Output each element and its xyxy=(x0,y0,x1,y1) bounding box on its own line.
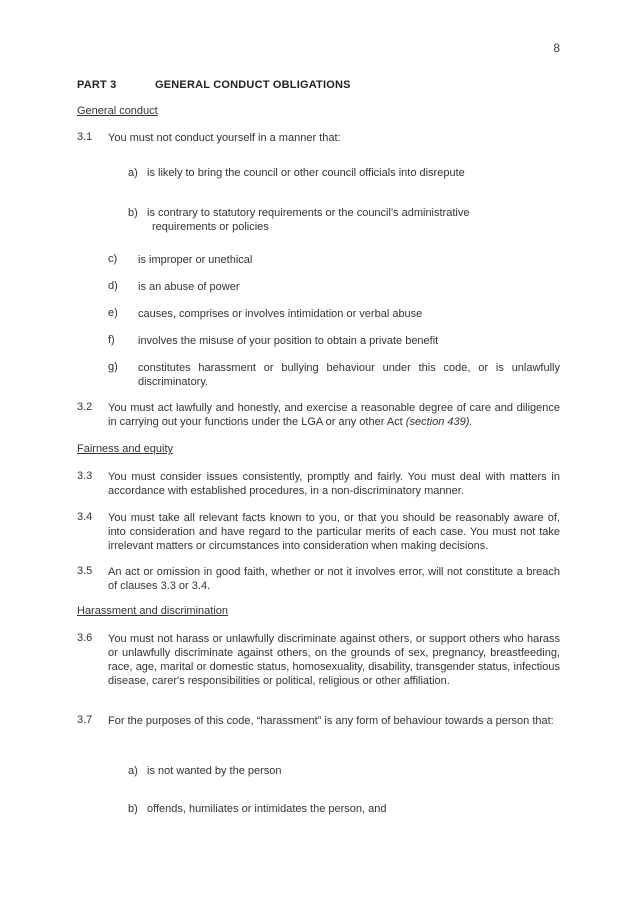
list-item-text: is likely to bring the council or other council officials into disrepute xyxy=(147,167,465,179)
list-item-label-3-1-f: f) xyxy=(108,334,115,346)
list-item-text-3-1-e: causes, comprises or involves intimidation or verbal abuse xyxy=(138,308,423,320)
part-title: GENERAL CONDUCT OBLIGATIONS xyxy=(155,79,351,91)
section-heading-fairness: Fairness and equity xyxy=(77,443,173,455)
list-item-label: b) xyxy=(128,207,138,219)
clause-text-3-2: You must act lawfully and honestly, and exercise a reasonable degree of care and diligence in carrying out your functions under the LGA or any other Act xyxy=(108,402,560,428)
part-label: PART 3 xyxy=(77,79,117,91)
list-item-text-line2: requirements or policies xyxy=(152,221,269,233)
list-item-label-3-1-d: d) xyxy=(108,280,118,292)
list-item-label: a) xyxy=(128,765,138,777)
clause-number-3-5: 3.5 xyxy=(77,565,93,577)
list-item-label-3-1-c: c) xyxy=(108,253,118,265)
clause-text-3-4: You must take all relevant facts known to you, or that you should be reasonably aware of, into consideration and have regard to the particular merits of each case. You must not take irrelevant matters or circumstances into consideration when making decisions. xyxy=(108,512,560,552)
list-item-label: b) xyxy=(128,803,138,815)
list-item-text: is contrary to statutory requirements or the council's administrative xyxy=(147,207,470,219)
clause-text-3-6: You must not harass or unlawfully discriminate against others, or support others who harass or unlawfully discriminate against others, on the grounds of sex, pregnancy, breastfeeding, race, age, marital or domestic status, homosexuality, disability, transgender status, infectious disease, carer's responsibilities or political, religious or other affiliation. xyxy=(108,633,560,687)
list-item-3-1-a xyxy=(128,166,465,180)
clause-number-3-4: 3.4 xyxy=(77,511,93,523)
list-item-text: offends, humiliates or intimidates the person, and xyxy=(147,803,387,815)
page-number: 8 xyxy=(553,41,560,55)
section-heading-harassment: Harassment and discrimination xyxy=(77,605,229,617)
clause-text-3-1: You must not conduct yourself in a manner that: xyxy=(108,132,341,144)
clause-text-3-7: For the purposes of this code, “harassment” is any form of behaviour towards a person that: xyxy=(108,715,554,727)
list-item-label: a) xyxy=(128,167,138,179)
list-item-text-3-1-f: involves the misuse of your position to obtain a private benefit xyxy=(138,335,439,347)
clause-reference-3-2: (section 439). xyxy=(405,416,473,428)
clause-number-3-7: 3.7 xyxy=(77,714,93,726)
clause-number-3-1: 3.1 xyxy=(77,131,93,143)
list-item-label-3-1-g: g) xyxy=(108,361,118,373)
clause-text-3-5: An act or omission in good faith, whether or not it involves error, will not constitute a breach of clauses 3.3 or 3.4. xyxy=(108,566,560,592)
list-item-text-3-1-c: is improper or unethical xyxy=(138,254,253,266)
list-item-label-3-1-e: e) xyxy=(108,307,118,319)
clause-number-3-6: 3.6 xyxy=(77,632,93,644)
list-item-text-3-1-d: is an abuse of power xyxy=(138,281,240,293)
clause-3-2 xyxy=(108,401,560,429)
list-item-3-7-b xyxy=(128,802,387,816)
section-heading-general-conduct: General conduct xyxy=(77,105,158,117)
clause-number-3-3: 3.3 xyxy=(77,470,93,482)
list-item-3-1-b xyxy=(128,206,469,234)
list-item-text-3-1-g: constitutes harassment or bullying behaviour under this code, or is unlawfully discriminatory. xyxy=(138,362,560,388)
clause-number-3-2: 3.2 xyxy=(77,401,93,413)
list-item-text: is not wanted by the person xyxy=(147,765,282,777)
clause-text-3-3: You must consider issues consistently, promptly and fairly. You must deal with matters in accordance with established procedures, in a non-discriminatory manner. xyxy=(108,471,560,497)
list-item-text-continued xyxy=(128,220,469,234)
list-item-3-7-a xyxy=(128,764,282,778)
